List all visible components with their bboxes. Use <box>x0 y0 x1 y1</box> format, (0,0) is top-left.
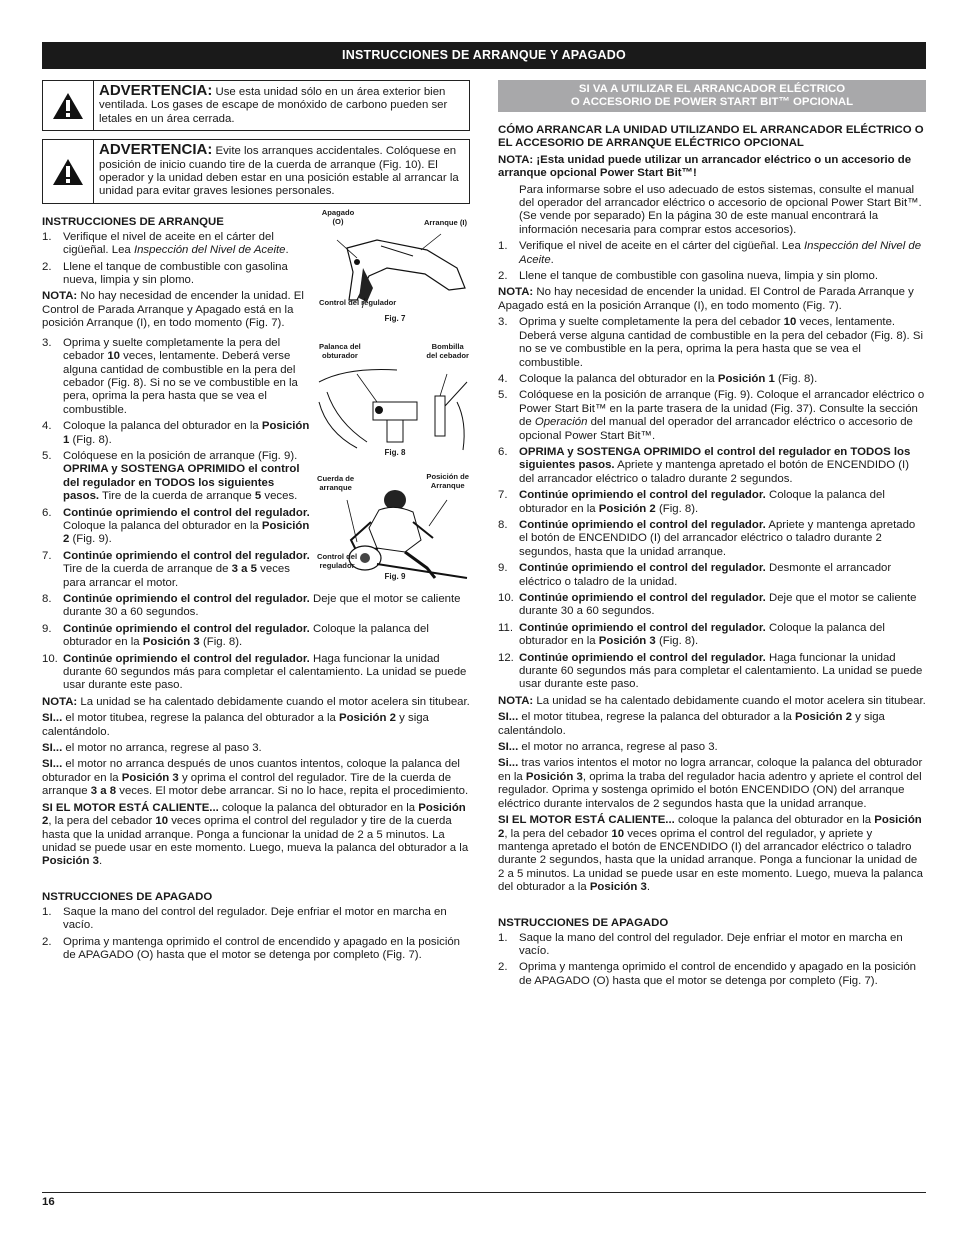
fig7-label-throttle: Control del regulador <box>319 298 397 307</box>
electric-start-title: CÓMO ARRANCAR LA UNIDAD UTILIZANDO EL ARRANCADOR ELÉCTRICO O EL ACCESORIO DE ARRANQUE ELÉCTRICO OPCIONAL <box>498 124 924 150</box>
figure-8 <box>317 342 473 460</box>
warning-triangle-icon <box>43 140 93 203</box>
list-item: 3. Oprima y suelte completamente la pera del cebador 10 veces, lentamente. Deberá verse alguna cantidad de combustible en la pera del cebador (Fig. 8). Si no se ve combustible en la pera, oprima la pera hasta que se vea el combustible. <box>498 316 923 369</box>
warning-label: ADVERTENCIA: <box>99 82 213 99</box>
list-item: 10. Continúe oprimiendo el control del regulador. Deje que el motor se caliente durante 30 a 60 segundos. <box>498 592 917 618</box>
fig9-label-position: Posición de Arranque <box>426 472 469 490</box>
stop-steps-list <box>498 932 926 989</box>
list-item: 5. Colóquese en la posición de arranque (Fig. 9). Coloque el arrancador eléctrico o Power Start Bit™ en la parte trasera de la unidad (Fig. 37). Consulte la sección de Operación del manual del operador del arrancador eléctrico o accesorio de opcional Power Start Bit™. <box>498 389 925 442</box>
fig8-caption: Fig. 8 <box>384 448 406 457</box>
stop-steps-list <box>42 906 470 963</box>
list-item: 2. Llene el tanque de combustible con gasolina nueva, limpia y sin plomo. <box>42 260 288 287</box>
start-instructions-title: INSTRUCCIONES DE ARRANQUE <box>42 215 224 228</box>
note-paragraph: NOTA: La unidad se ha calentado debidamente cuando el motor acelera sin titubear. <box>498 694 926 707</box>
list-item: 11. Continúe oprimiendo el control del regulador. Coloque la palanca del obturador en la Posición 3 (Fig. 8). <box>498 621 885 648</box>
electric-steps-list <box>498 240 926 283</box>
stop-instructions-title: NSTRUCCIONES DE APAGADO <box>498 916 669 929</box>
page-header: INSTRUCCIONES DE ARRANQUE Y APAGADO <box>42 42 926 69</box>
list-item: 1. Verifique el nivel de aceite en el cárter del cigüeñal. Lea Inspección del Nivel de Aceite. <box>42 230 289 257</box>
note-paragraph: NOTA: La unidad se ha calentado debidamente cuando el motor acelera sin titubear. <box>42 695 470 708</box>
electric-steps-list <box>498 316 926 692</box>
throttle-handle-illustration <box>317 228 473 308</box>
if-paragraph: SI... el motor titubea, regrese la palanca del obturador a la Posición 2 y siga calentándolo. <box>498 711 885 737</box>
warning-triangle-icon <box>43 81 93 130</box>
fig8-label-choke: Palanca del obturador <box>319 342 361 360</box>
list-item: 2. Oprima y mantenga oprimido el control de encendido y apagado en la posición de APAGADO (O) hasta que el motor se detenga por completo (Fig. 7). <box>42 935 461 961</box>
fig7-label-on: Arranque (I) <box>423 218 467 227</box>
warning-box-ventilation <box>42 80 470 131</box>
list-item: 2. Llene el tanque de combustible con gasolina nueva, limpia y sin plomo. <box>498 270 879 283</box>
note-paragraph: NOTA: No hay necesidad de encender la unidad. El Control de Parada Arranque y Apagado está en la posición Arranque (I), en todo momento (Fig. 7). <box>498 286 914 312</box>
list-item: 5. Colóquese en la posición de arranque (Fig. 9). OPRIMA y SOSTENGA OPRIMIDO el control del regulador en TODOS los siguientes pasos. Tire de la cuerda de arranque 5 veces. <box>42 449 300 503</box>
list-item: 8. Continúe oprimiendo el control del regulador. Deje que el motor se caliente durante 30 a 60 segundos. <box>42 593 461 619</box>
list-item: 2. Oprima y mantenga oprimido el control de encendido y apagado en la posición de APAGADO (O) hasta que el motor se detenga por completo (Fig. 7). <box>498 961 917 987</box>
figure-9 <box>317 472 473 590</box>
warning-text: Evite los arranques accidentales. Colóquese en posición de inicio cuando tire de la cuerda de arranque (Fig. 10). El operador y la unidad deben estar en una posición estable al arrancar la unidad para evitar graves lesiones personales. <box>99 145 459 198</box>
start-steps-list <box>42 593 470 693</box>
list-item: 4. Coloque la palanca del obturador en la Posición 1 (Fig. 8). <box>498 372 818 385</box>
if-paragraph: SI... el motor no arranca después de unos cuantos intentos, coloque la palanca del obturador en la Posición 3 y oprima el control del regulador. Tire de la cuerda de arranque 3 a 8 veces. El motor debe arrancar. Si no lo hace, repita el procedimiento. <box>42 758 469 798</box>
start-steps-list <box>42 337 310 590</box>
list-item: 9. Continúe oprimiendo el control del regulador. Coloque la palanca del obturador en la Posición 3 (Fig. 8). <box>42 622 429 649</box>
list-item: 12. Continúe oprimiendo el control del regulador. Haga funcionar la unidad durante 60 segundos más para completar el calentamiento. La unidad se puede usar durante este paso. <box>498 651 923 691</box>
list-item: 6. Continúe oprimiendo el control del regulador. Coloque la palanca del obturador en la Posición 2 (Fig. 9). <box>42 506 310 546</box>
warning-text: Use esta unidad sólo en un área exterior bien ventilada. Los gases de escape de monóxido de carbono pueden ser letales en un área cerrada. <box>99 86 448 125</box>
note-paragraph: NOTA: No hay necesidad de encender la unidad. El Control de Parada Arranque y Apagado está en la posición Arranque (I), en todo momento (Fig. 7). <box>42 290 304 330</box>
fig8-label-bulb: Bombilla del cebador <box>426 342 469 360</box>
warning-box-accidental-start <box>42 139 470 204</box>
carburetor-illustration <box>317 362 473 452</box>
footer-divider <box>42 1192 926 1193</box>
fig9-caption: Fig. 9 <box>384 572 406 581</box>
hot-engine-paragraph: SI EL MOTOR ESTÁ CALIENTE... coloque la palanca del obturador en la Posición 2, la pera del cebador 10 veces oprima el control del regulador y tire de la cuerda hasta que la unidad arranque. Ponga a funcionar la unidad de 2 a 5 minutos. La unidad se puede usar en este momento. Luego, mueva la palanca del obturador a la Posición 3. <box>42 801 469 868</box>
if-paragraph: Si... tras varios intentos el motor no logra arrancar, coloque la palanca del obturador en la Posición 3, oprima la traba del regulador hacia adentro y apriete el control del regulador. Oprima y sostenga oprimido el botón ENCENDIDO (ON) del arranque eléctrico durante intervalos de 2 segundos hasta que la unidad arranque. <box>498 757 923 810</box>
stop-instructions-title: NSTRUCCIONES DE APAGADO <box>42 890 213 903</box>
list-item: 3. Oprima y suelte completamente la pera del cebador 10 veces, lentamente. Deberá verse alguna cantidad de combustible en la pera del cebador (Fig. 8). Si no se ve combustible en la pera, oprima la pera hasta que se vea el combustible. <box>42 336 298 416</box>
list-item: 9. Continúe oprimiendo el control del regulador. Desmonte el arrancador eléctrico o taladro de la unidad. <box>498 562 892 588</box>
list-item: 7. Continúe oprimiendo el control del regulador. Coloque la palanca del obturador en la Posición 2 (Fig. 8). <box>498 489 885 515</box>
warning-label: ADVERTENCIA: <box>99 141 213 159</box>
electric-starter-band: SI VA A UTILIZAR EL ARRANCADOR ELÉCTRICO O ACCESORIO DE POWER START BIT™ OPCIONAL <box>498 80 926 112</box>
page-number: 16 <box>42 1196 55 1208</box>
fig9-label-throttle: Control del regulador <box>317 552 358 570</box>
if-paragraph: SI... el motor no arranca, regrese al paso 3. <box>498 741 718 754</box>
fig7-caption: Fig. 7 <box>384 314 406 323</box>
list-item: 8. Continúe oprimiendo el control del regulador. Apriete y mantenga apretado el botón de ENCENDIDO (I) del arrancador eléctrico o taladro durante 2 segundos, hasta que la unidad arranque. <box>498 518 916 558</box>
list-item: 1. Saque la mano del control del regulador. Deje enfriar el motor en marcha en vacío. <box>498 931 903 957</box>
list-item: 4. Coloque la palanca del obturador en la Posición 1 (Fig. 8). <box>42 420 310 446</box>
electric-start-info: Para informarse sobre el uso adecuado de estos sistemas, consulte el manual del operador del arrancador eléctrico o accesorio de opcional Power Start Bit™. (Se vende por separado) En la página 30 de este manual encontrará la información necesaria para comprar estos accesorios). <box>519 183 922 236</box>
list-item: 6. OPRIMA y SOSTENGA OPRIMIDO el control del regulador en TODOS los siguientes pasos. Apriete y mantenga apretado el botón de ENCENDIDO (I) del arrancador eléctrico o taladro durante 2 segundos. <box>498 445 911 485</box>
if-paragraph: SI... el motor titubea, regrese la palanca del obturador a la Posición 2 y siga calentándolo. <box>42 712 429 738</box>
fig7-label-off: Apagado (O) <box>321 208 355 226</box>
right-column <box>498 80 926 991</box>
hot-engine-paragraph: SI EL MOTOR ESTÁ CALIENTE... coloque la palanca del obturador en la Posición 2, la pera del cebador 10 veces oprima el control del regulador, y apriete y mantenga apretado el botón de ENCENDIDO (I) del arrancador eléctrico o taladro durante 2 segundos, hasta que la unidad arranque. Ponga a funcionar la unidad de 2 a 5 minutos. La unidad se puede usar en este momento. Luego, mueva la palanca del obturador a la Posición 3. <box>498 814 923 894</box>
electric-start-note: NOTA: ¡Esta unidad puede utilizar un arrancador eléctrico o un accesorio de arranque opcional Power Start Bit™! <box>498 153 912 180</box>
list-item: 7. Continúe oprimiendo el control del regulador. Tire de la cuerda de arranque de 3 a 5 veces para arrancar el motor. <box>42 549 310 589</box>
list-item: 1. Verifique el nivel de aceite en el cárter del cigüeñal. Lea Inspección del Nivel de Aceite. <box>498 240 922 266</box>
list-item: 10. Continúe oprimiendo el control del regulador. Haga funcionar la unidad durante 60 segundos más para completar el calentamiento. La unidad se puede usar durante este paso. <box>42 652 467 692</box>
list-item: 1. Saque la mano del control del regulador. Deje enfriar el motor en marcha en vacío. <box>42 905 447 932</box>
start-steps-list <box>42 231 310 288</box>
fig9-label-rope: Cuerda de arranque <box>317 474 355 492</box>
if-paragraph: SI... el motor no arranca, regrese al paso 3. <box>42 742 262 755</box>
